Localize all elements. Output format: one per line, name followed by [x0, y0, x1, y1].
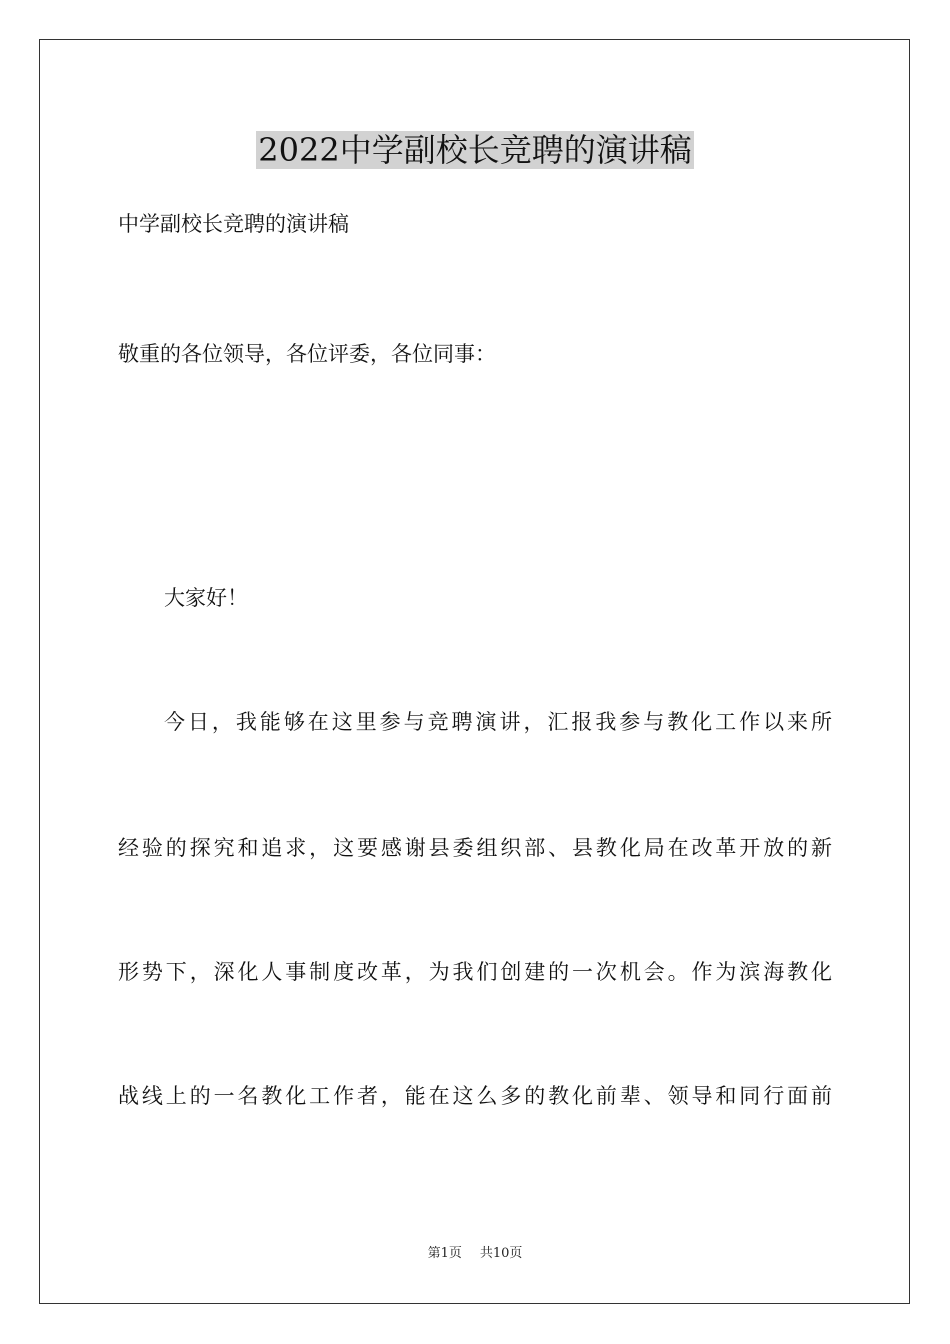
paragraph-line-1: 今日，我能够在这里参与竞聘演讲，汇报我参与教化工作以来所	[164, 710, 832, 734]
page-total: 共10页	[479, 1246, 523, 1261]
paragraph-line-3: 形势下，深化人事制度改革，为我们创建的一次机会。作为滨海教化	[118, 960, 832, 984]
paragraph-line-4: 战线上的一名教化工作者，能在这么多的教化前辈、领导和同行面前	[118, 1084, 832, 1108]
salutation-line: 敬重的各位领导，各位评委，各位同事：	[118, 342, 496, 366]
paragraph-line-2: 经验的探究和追求，这要感谢县委组织部、县教化局在改革开放的新	[118, 836, 832, 860]
page-footer	[0, 1245, 950, 1263]
document-title	[0, 128, 950, 172]
greeting-line: 大家好！	[164, 586, 248, 610]
document-subtitle: 中学副校长竞聘的演讲稿	[118, 212, 349, 236]
document-title-text: 2022中学副校长竞聘的演讲稿	[258, 131, 692, 169]
page-number: 第1页	[427, 1246, 462, 1261]
